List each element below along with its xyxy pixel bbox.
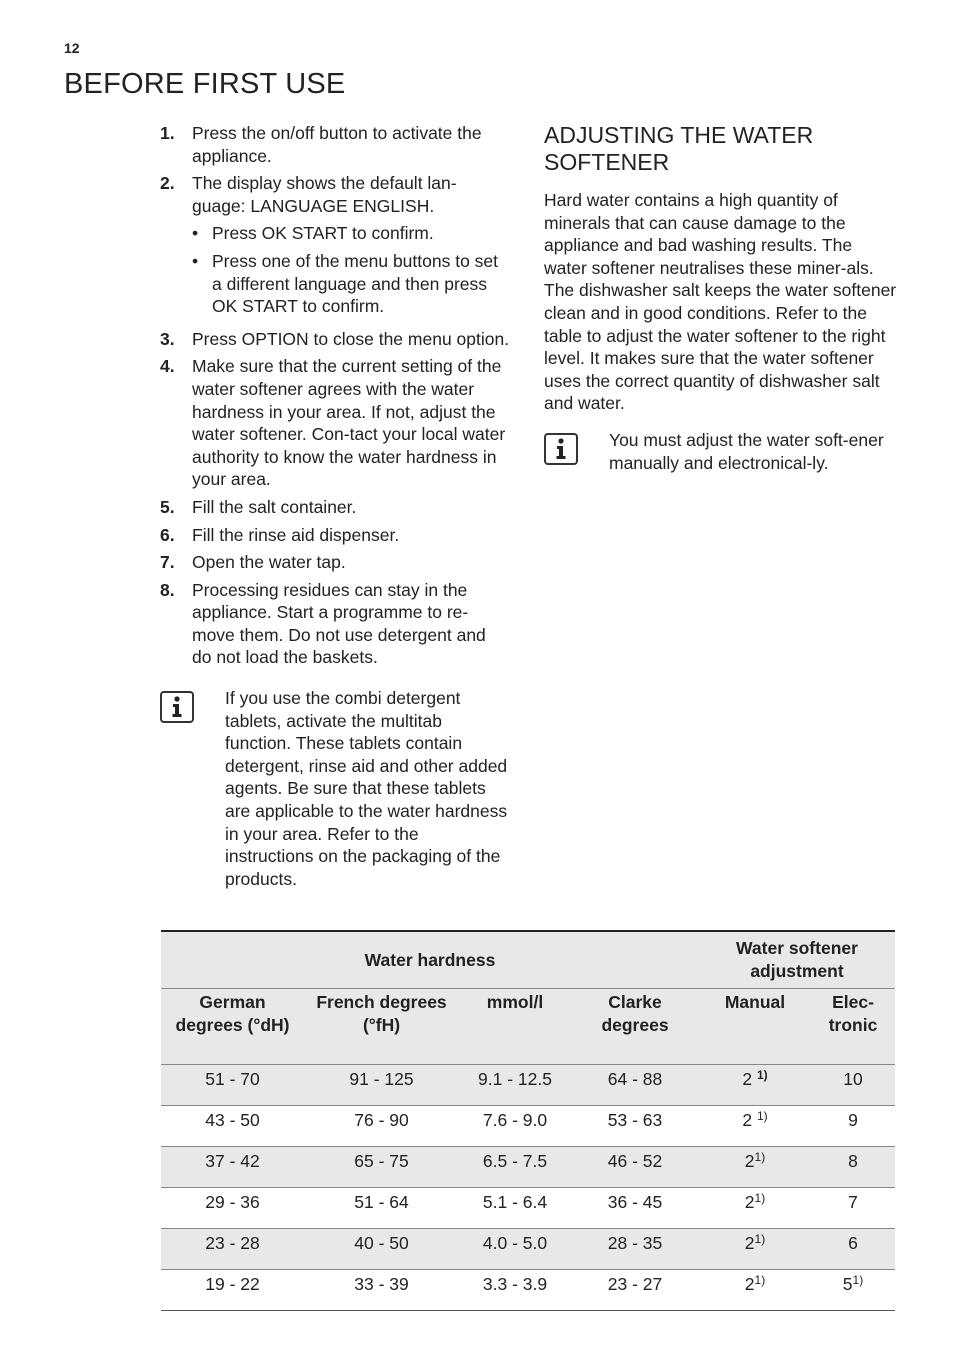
step-text: Press OPTION to close the menu option. (192, 328, 510, 349)
cell-electronic (811, 1229, 895, 1270)
bullet-icon: • (192, 223, 199, 244)
step-text: The display shows the default lan-guage: LANGUAGE ENGLISH. (192, 173, 457, 216)
cell-german: 37 - 42 (161, 1147, 304, 1188)
cell-manual (699, 1065, 811, 1106)
water-hardness-table (161, 930, 895, 1311)
manual-value: 2 (744, 1274, 755, 1294)
cell-french: 76 - 90 (304, 1106, 459, 1147)
step-text: Processing residues can stay in the appliance. Start a programme to re-move them. Do not use detergent and do not load the baskets. (192, 579, 486, 668)
manual-value: 2 (742, 1069, 753, 1089)
cell-clarke: 53 - 63 (571, 1106, 699, 1147)
cell-electronic (811, 1188, 895, 1229)
page-title: BEFORE FIRST USE (64, 68, 346, 100)
cell-manual (699, 1106, 811, 1147)
paragraph: Hard water contains a high quantity of minerals that can cause damage to the appliance and bad washing results. The water softener neutralises these miner-als. (544, 190, 874, 278)
list-item (160, 355, 510, 491)
step-number: 7. (160, 552, 175, 573)
cell-french: 65 - 75 (304, 1147, 459, 1188)
table-row (161, 1188, 895, 1229)
list-item (160, 496, 510, 519)
header-water-hardness: Water hardness (161, 931, 699, 989)
info-icon (160, 691, 194, 723)
cell-german: 23 - 28 (161, 1229, 304, 1270)
list-item (160, 524, 510, 547)
info-note (160, 687, 510, 890)
footnote-marker: 1) (852, 1273, 864, 1287)
cell-clarke: 28 - 35 (571, 1229, 699, 1270)
bullet-icon: • (192, 250, 199, 271)
cell-mmol: 5.1 - 6.4 (459, 1188, 571, 1229)
step-number: 5. (160, 496, 175, 517)
manual-value: 2 (744, 1151, 755, 1171)
paragraph: The dishwasher salt keeps the water softener clean and in good conditions. Refer to the table to adjust the water softener to the right level. It makes sure that the water softener uses the correct quantity of dishwasher salt and water. (544, 280, 897, 414)
sub-bullets (192, 222, 510, 317)
cell-electronic (811, 1106, 895, 1147)
electronic-value: 10 (843, 1069, 863, 1089)
step-text: Press the on/off button to activate the appliance. (192, 123, 482, 166)
step-number: 3. (160, 328, 175, 349)
cell-mmol: 9.1 - 12.5 (459, 1065, 571, 1106)
page-number: 12 (64, 40, 80, 56)
footnote-marker: 1) (754, 1232, 766, 1246)
electronic-value: 9 (848, 1110, 858, 1130)
manual-value: 2 (742, 1110, 753, 1130)
cell-french: 40 - 50 (304, 1229, 459, 1270)
step-text: Make sure that the current setting of the water softener agrees with the water hardness in your area. If not, adjust the water softener. Con-tact your local water authority to know the water hardness in your area. (192, 356, 506, 490)
cell-clarke: 23 - 27 (571, 1270, 699, 1311)
info-text: If you use the combi detergent tablets, activate the multitab function. These tablets contain detergent, rinse aid and other added agents. Be sure that these tablets are applicable to the water hardness in your area. Refer to the instructions on the packaging of the products. (225, 688, 508, 889)
electronic-value: 5 (842, 1274, 853, 1294)
list-item (160, 172, 510, 323)
cell-manual (699, 1229, 811, 1270)
bullet-text: Press OK START to confirm. (212, 223, 434, 244)
section-title: ADJUSTING THE WATER SOFTENER (544, 122, 814, 175)
electronic-value: 7 (848, 1192, 858, 1212)
list-item (160, 328, 510, 351)
cell-mmol: 6.5 - 7.5 (459, 1147, 571, 1188)
column-header: mmol/l (486, 992, 544, 1012)
cell-mmol: 4.0 - 5.0 (459, 1229, 571, 1270)
table-row (161, 1106, 895, 1147)
column-header: French degrees (°fH) (316, 992, 447, 1035)
list-item (192, 222, 510, 245)
column-header: German degrees (°dH) (175, 992, 290, 1035)
step-text: Open the water tap. (192, 552, 346, 573)
footnote-marker: 1) (756, 1068, 768, 1082)
step-number: 2. (160, 173, 175, 194)
list-item (160, 579, 510, 669)
step-text: Fill the rinse aid dispenser. (192, 524, 400, 545)
list-item (160, 551, 510, 574)
cell-electronic (811, 1065, 895, 1106)
cell-clarke: 46 - 52 (571, 1147, 699, 1188)
list-item (192, 250, 510, 318)
step-number: 8. (160, 579, 175, 600)
info-text: You must adjust the water soft-ener manually and electronical-ly. (609, 429, 884, 473)
cell-electronic (811, 1270, 895, 1311)
instructions-column (160, 122, 510, 890)
cell-german: 51 - 70 (161, 1065, 304, 1106)
cell-french: 91 - 125 (304, 1065, 459, 1106)
info-icon (544, 433, 578, 465)
manual-value: 2 (744, 1192, 755, 1212)
column-header: Clarke degrees (601, 992, 669, 1035)
list-item (160, 122, 510, 167)
step-number: 6. (160, 524, 175, 545)
cell-german: 43 - 50 (161, 1106, 304, 1147)
table-row (161, 1147, 895, 1188)
footnote-marker: 1) (756, 1109, 768, 1123)
column-header: Manual (724, 992, 786, 1012)
cell-manual (699, 1188, 811, 1229)
cell-electronic (811, 1147, 895, 1188)
table-row (161, 1229, 895, 1270)
table-row (161, 1065, 895, 1106)
cell-german: 19 - 22 (161, 1270, 304, 1311)
cell-manual (699, 1270, 811, 1311)
water-softener-section (544, 122, 899, 474)
step-number: 4. (160, 356, 175, 377)
step-number: 1. (160, 123, 175, 143)
step-text: Fill the salt container. (192, 496, 357, 517)
electronic-value: 8 (848, 1151, 858, 1171)
info-note (544, 429, 899, 474)
cell-clarke: 64 - 88 (571, 1065, 699, 1106)
footnote-marker: 1) (754, 1150, 766, 1164)
cell-french: 33 - 39 (304, 1270, 459, 1311)
cell-mmol: 3.3 - 3.9 (459, 1270, 571, 1311)
bullet-text: Press one of the menu buttons to set a different language and then press OK START to confirm. (212, 250, 499, 317)
electronic-value: 6 (848, 1233, 858, 1253)
steps-list (160, 122, 510, 669)
column-header: Elec-tronic (828, 992, 878, 1035)
cell-mmol: 7.6 - 9.0 (459, 1106, 571, 1147)
footnote-marker: 1) (754, 1273, 766, 1287)
cell-manual (699, 1147, 811, 1188)
cell-french: 51 - 64 (304, 1188, 459, 1229)
cell-clarke: 36 - 45 (571, 1188, 699, 1229)
manual-value: 2 (744, 1233, 755, 1253)
footnote-marker: 1) (754, 1191, 766, 1205)
header-softener-adjustment: Water softener adjustment (699, 931, 895, 989)
table-row (161, 1270, 895, 1311)
cell-german: 29 - 36 (161, 1188, 304, 1229)
